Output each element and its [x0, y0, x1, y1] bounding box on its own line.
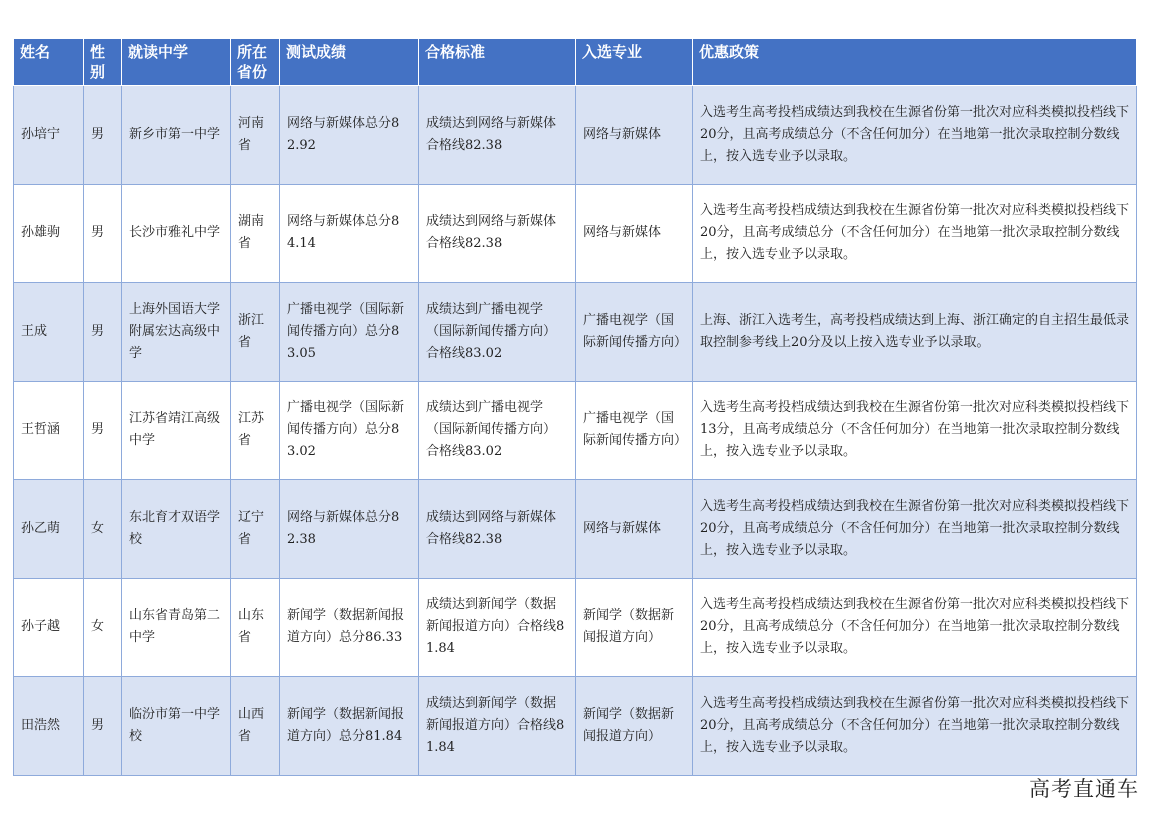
cell-name: 孙乙萌	[14, 480, 84, 579]
cell-standard: 成绩达到广播电视学（国际新闻传播方向）合格线83.02	[419, 381, 576, 480]
col-header-province: 所在省份	[231, 39, 280, 86]
cell-province: 山西省	[231, 677, 280, 776]
cell-name: 孙雄驹	[14, 184, 84, 283]
cell-gender: 女	[84, 480, 122, 579]
cell-score: 网络与新媒体总分82.38	[280, 480, 419, 579]
cell-score: 新闻学（数据新闻报道方向）总分86.33	[280, 578, 419, 677]
cell-policy: 入选考生高考投档成绩达到我校在生源省份第一批次对应科类模拟投档线下20分，且高考成绩总分（不含任何加分）在当地第一批次录取控制分数线上，按入选专业予以录取。	[693, 677, 1137, 776]
cell-school: 山东省青岛第二中学	[122, 578, 231, 677]
cell-standard: 成绩达到网络与新媒体合格线82.38	[419, 86, 576, 185]
cell-score: 新闻学（数据新闻报道方向）总分81.84	[280, 677, 419, 776]
cell-name: 孙子越	[14, 578, 84, 677]
cell-name: 王哲涵	[14, 381, 84, 480]
cell-name: 田浩然	[14, 677, 84, 776]
table-row	[14, 283, 1137, 382]
cell-policy: 入选考生高考投档成绩达到我校在生源省份第一批次对应科类模拟投档线下20分，且高考成绩总分（不含任何加分）在当地第一批次录取控制分数线上，按入选专业予以录取。	[693, 184, 1137, 283]
cell-school: 临汾市第一中学校	[122, 677, 231, 776]
cell-school: 东北育才双语学校	[122, 480, 231, 579]
admission-table	[13, 38, 1137, 776]
cell-major: 新闻学（数据新闻报道方向）	[576, 578, 693, 677]
header-row	[14, 39, 1137, 86]
cell-major: 网络与新媒体	[576, 480, 693, 579]
cell-school: 长沙市雅礼中学	[122, 184, 231, 283]
col-header-name: 姓名	[14, 39, 84, 86]
cell-policy: 入选考生高考投档成绩达到我校在生源省份第一批次对应科类模拟投档线下20分，且高考成绩总分（不含任何加分）在当地第一批次录取控制分数线上，按入选专业予以录取。	[693, 578, 1137, 677]
cell-name: 孙培宁	[14, 86, 84, 185]
cell-major: 网络与新媒体	[576, 184, 693, 283]
cell-standard: 成绩达到新闻学（数据新闻报道方向）合格线81.84	[419, 677, 576, 776]
table-row	[14, 677, 1137, 776]
cell-policy: 入选考生高考投档成绩达到我校在生源省份第一批次对应科类模拟投档线下13分，且高考成绩总分（不含任何加分）在当地第一批次录取控制分数线上，按入选专业予以录取。	[693, 381, 1137, 480]
cell-policy: 上海、浙江入选考生，高考投档成绩达到上海、浙江确定的自主招生最低录取控制参考线上20分及以上按入选专业予以录取。	[693, 283, 1137, 382]
cell-score: 广播电视学（国际新闻传播方向）总分83.02	[280, 381, 419, 480]
cell-policy: 入选考生高考投档成绩达到我校在生源省份第一批次对应科类模拟投档线下20分，且高考成绩总分（不含任何加分）在当地第一批次录取控制分数线上，按入选专业予以录取。	[693, 480, 1137, 579]
col-header-score: 测试成绩	[280, 39, 419, 86]
cell-score: 网络与新媒体总分84.14	[280, 184, 419, 283]
table-row	[14, 184, 1137, 283]
cell-province: 河南省	[231, 86, 280, 185]
watermark-text: 高考直通车	[1029, 777, 1139, 801]
cell-standard: 成绩达到网络与新媒体合格线82.38	[419, 480, 576, 579]
cell-gender: 男	[84, 184, 122, 283]
col-header-school: 就读中学	[122, 39, 231, 86]
cell-province: 江苏省	[231, 381, 280, 480]
cell-major: 网络与新媒体	[576, 86, 693, 185]
table-row	[14, 381, 1137, 480]
cell-school: 新乡市第一中学	[122, 86, 231, 185]
cell-standard: 成绩达到新闻学（数据新闻报道方向）合格线81.84	[419, 578, 576, 677]
col-header-major: 入选专业	[576, 39, 693, 86]
cell-standard: 成绩达到网络与新媒体合格线82.38	[419, 184, 576, 283]
cell-gender: 男	[84, 677, 122, 776]
cell-province: 山东省	[231, 578, 280, 677]
table-row	[14, 480, 1137, 579]
col-header-standard: 合格标准	[419, 39, 576, 86]
col-header-gender: 性别	[84, 39, 122, 86]
cell-score: 网络与新媒体总分82.92	[280, 86, 419, 185]
cell-major: 广播电视学（国际新闻传播方向）	[576, 381, 693, 480]
table-row	[14, 86, 1137, 185]
cell-name: 王成	[14, 283, 84, 382]
cell-school: 江苏省靖江高级中学	[122, 381, 231, 480]
cell-standard: 成绩达到广播电视学（国际新闻传播方向）合格线83.02	[419, 283, 576, 382]
cell-gender: 男	[84, 381, 122, 480]
cell-major: 广播电视学（国际新闻传播方向）	[576, 283, 693, 382]
cell-gender: 女	[84, 578, 122, 677]
cell-school: 上海外国语大学附属宏达高级中学	[122, 283, 231, 382]
cell-gender: 男	[84, 283, 122, 382]
cell-major: 新闻学（数据新闻报道方向）	[576, 677, 693, 776]
cell-province: 湖南省	[231, 184, 280, 283]
col-header-policy: 优惠政策	[693, 39, 1137, 86]
cell-score: 广播电视学（国际新闻传播方向）总分83.05	[280, 283, 419, 382]
cell-province: 辽宁省	[231, 480, 280, 579]
table-row	[14, 578, 1137, 677]
cell-gender: 男	[84, 86, 122, 185]
cell-policy: 入选考生高考投档成绩达到我校在生源省份第一批次对应科类模拟投档线下20分，且高考成绩总分（不含任何加分）在当地第一批次录取控制分数线上，按入选专业予以录取。	[693, 86, 1137, 185]
cell-province: 浙江省	[231, 283, 280, 382]
